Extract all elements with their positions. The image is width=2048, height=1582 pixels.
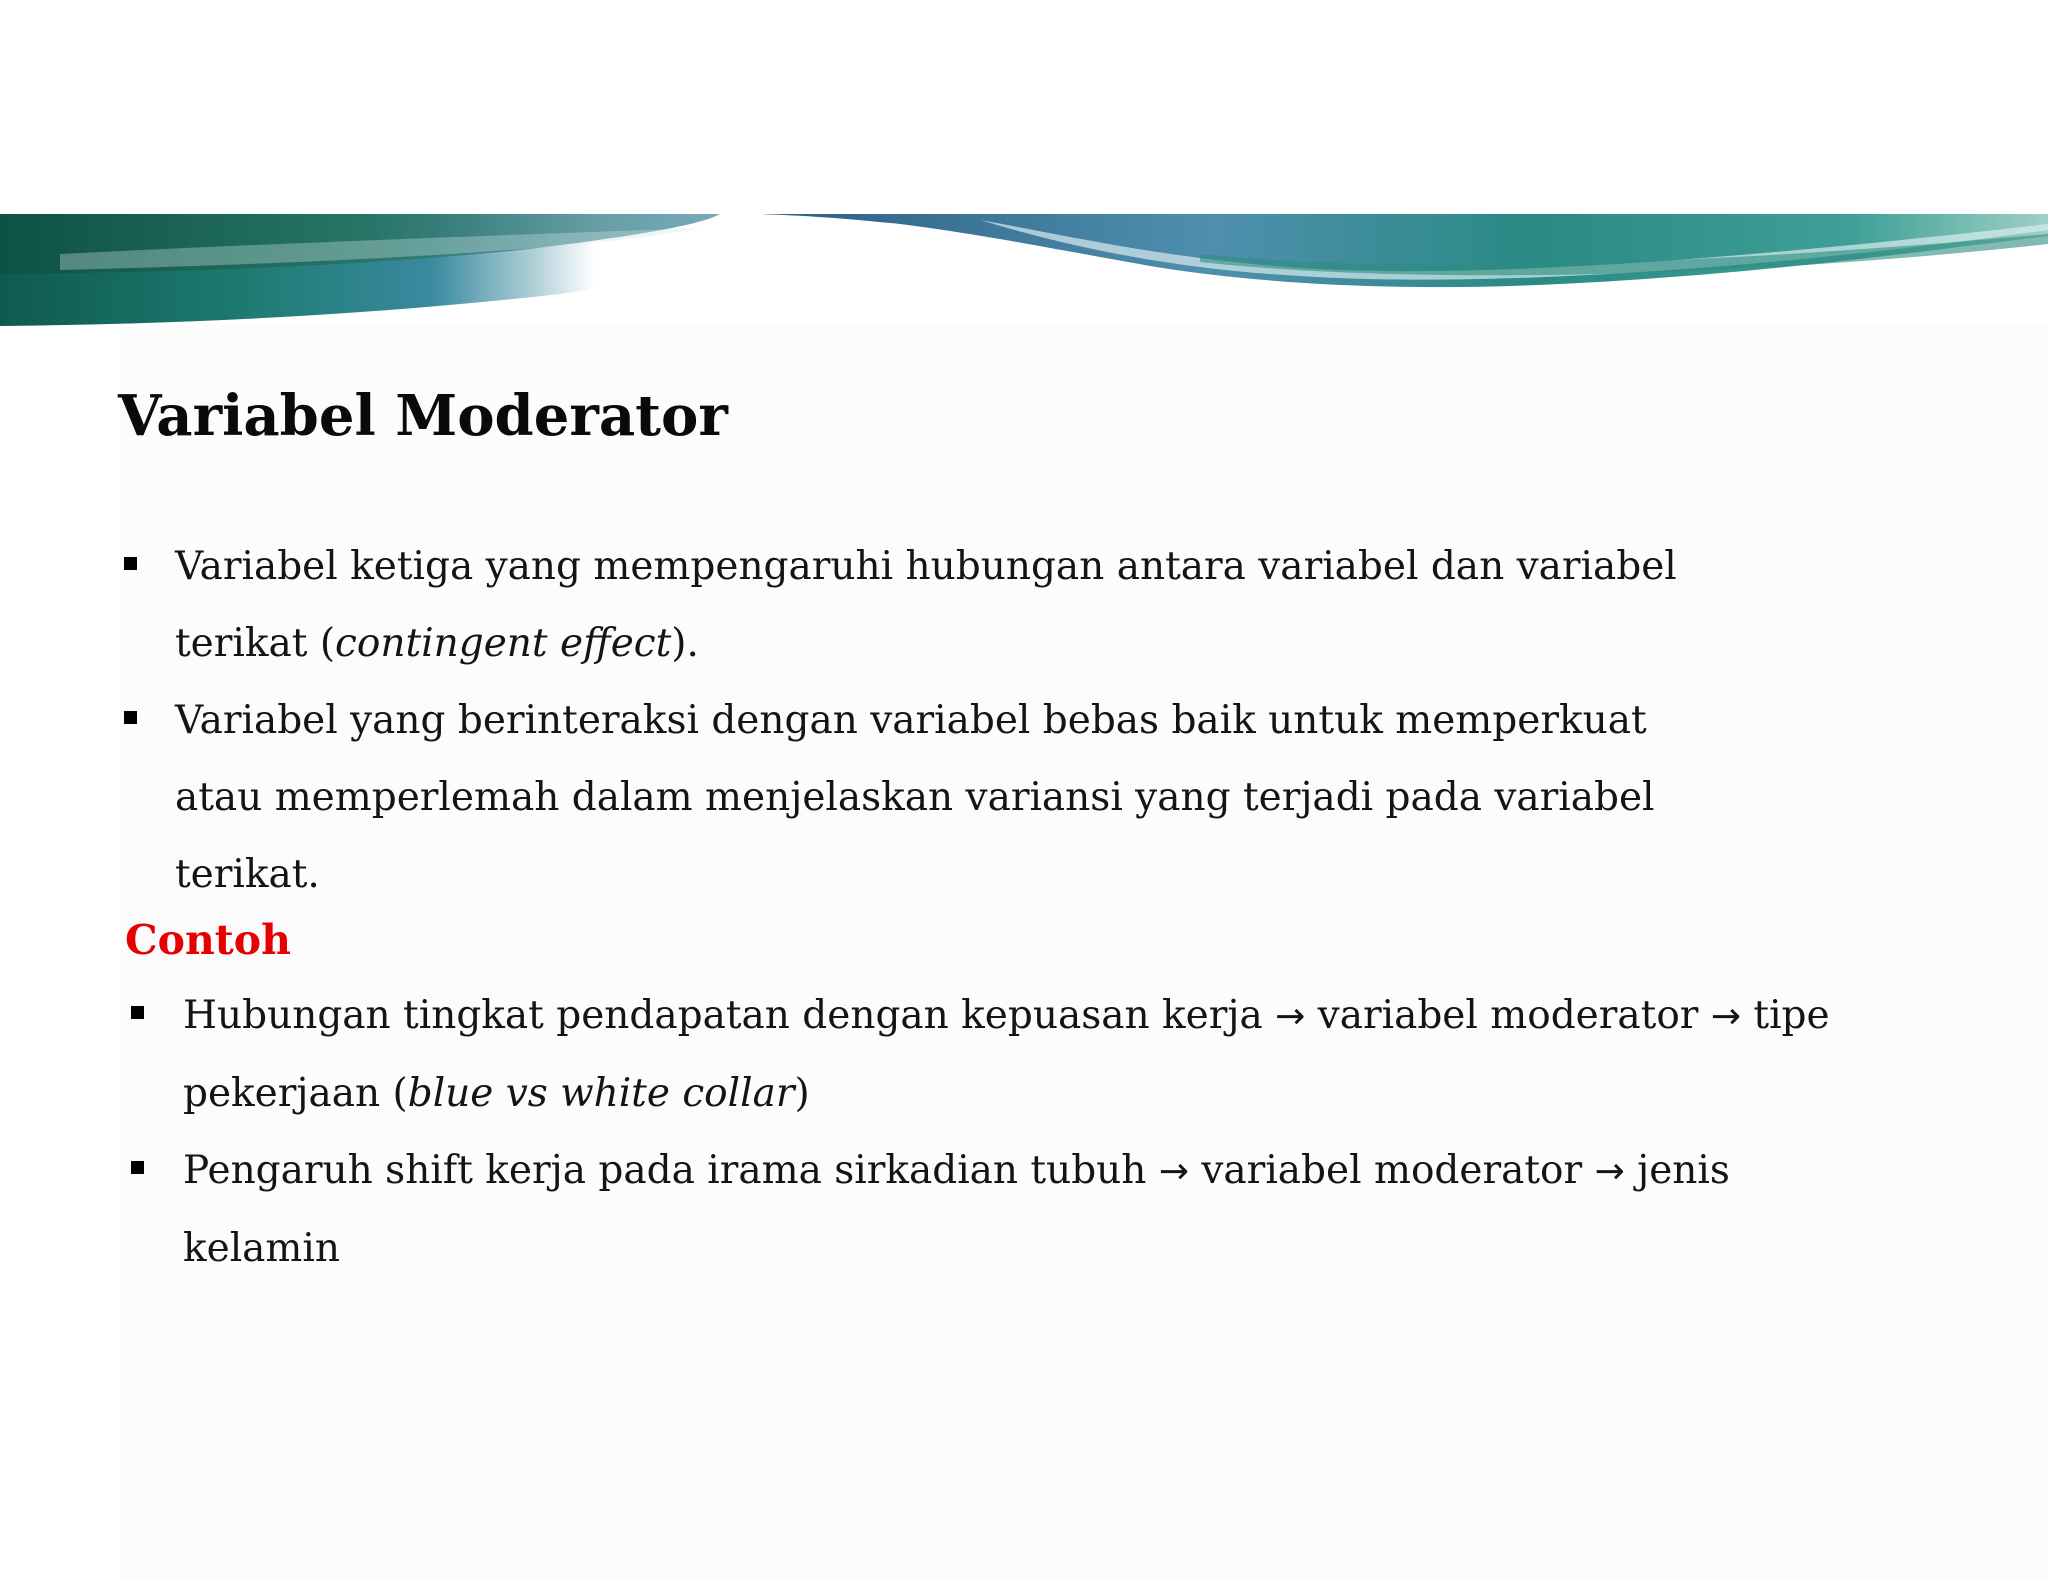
square-bullet-icon	[124, 557, 137, 570]
slide-title: Variabel Moderator	[118, 383, 728, 449]
definition-2-line-3: terikat.	[175, 852, 320, 897]
definition-2-line-2: atau memperlemah dalam menjelaskan variansi yang terjadi pada variabel	[175, 775, 1655, 820]
definition-1-line-1: Variabel ketiga yang mempengaruhi hubungan antara variabel dan variabel	[175, 544, 1677, 589]
list-item-continuation	[183, 1055, 1830, 1132]
example-1-line-2-italic: blue vs white collar	[407, 1071, 795, 1116]
example-1-line-2-suffix: )	[794, 1071, 810, 1116]
definition-1-line-2-italic: contingent effect	[335, 621, 672, 666]
wave-banner	[0, 214, 2048, 326]
example-1-line-1-c: tipe	[1741, 993, 1830, 1038]
example-1-line-2-prefix: pekerjaan (	[183, 1071, 408, 1116]
square-bullet-icon	[131, 1006, 144, 1019]
definition-1-line-2-suffix: ).	[671, 621, 699, 666]
example-1-line-1-a: Hubungan tingkat pendapatan dengan kepuasan kerja	[183, 993, 1276, 1038]
definition-list	[175, 528, 1677, 913]
definition-1-line-2-prefix: terikat (	[175, 621, 336, 666]
list-item	[175, 682, 1677, 759]
list-item	[175, 528, 1677, 605]
list-item-continuation	[175, 605, 1677, 682]
example-2-line-1-c: jenis	[1624, 1148, 1730, 1193]
list-item-continuation	[175, 759, 1677, 836]
example-1-line-1-b: variabel moderator	[1305, 993, 1711, 1038]
list-item	[183, 977, 1830, 1055]
list-item-continuation	[175, 836, 1677, 913]
arrow-right-icon: →	[1594, 1151, 1625, 1192]
arrow-right-icon: →	[1158, 1151, 1189, 1192]
example-list	[183, 977, 1830, 1287]
list-item-continuation	[183, 1210, 1830, 1287]
list-item	[183, 1132, 1830, 1210]
content-area-background	[120, 325, 2048, 1582]
square-bullet-icon	[131, 1161, 144, 1174]
square-bullet-icon	[124, 711, 137, 724]
example-2-line-1-a: Pengaruh shift kerja pada irama sirkadian tubuh	[183, 1148, 1159, 1193]
definition-2-line-1: Variabel yang berinteraksi dengan variabel bebas baik untuk memperkuat	[175, 698, 1647, 743]
arrow-right-icon: →	[1275, 996, 1306, 1037]
example-2-line-1-b: variabel moderator	[1189, 1148, 1595, 1193]
arrow-right-icon: →	[1710, 996, 1742, 1037]
example-2-line-2: kelamin	[183, 1226, 341, 1271]
example-heading: Contoh	[125, 916, 291, 964]
